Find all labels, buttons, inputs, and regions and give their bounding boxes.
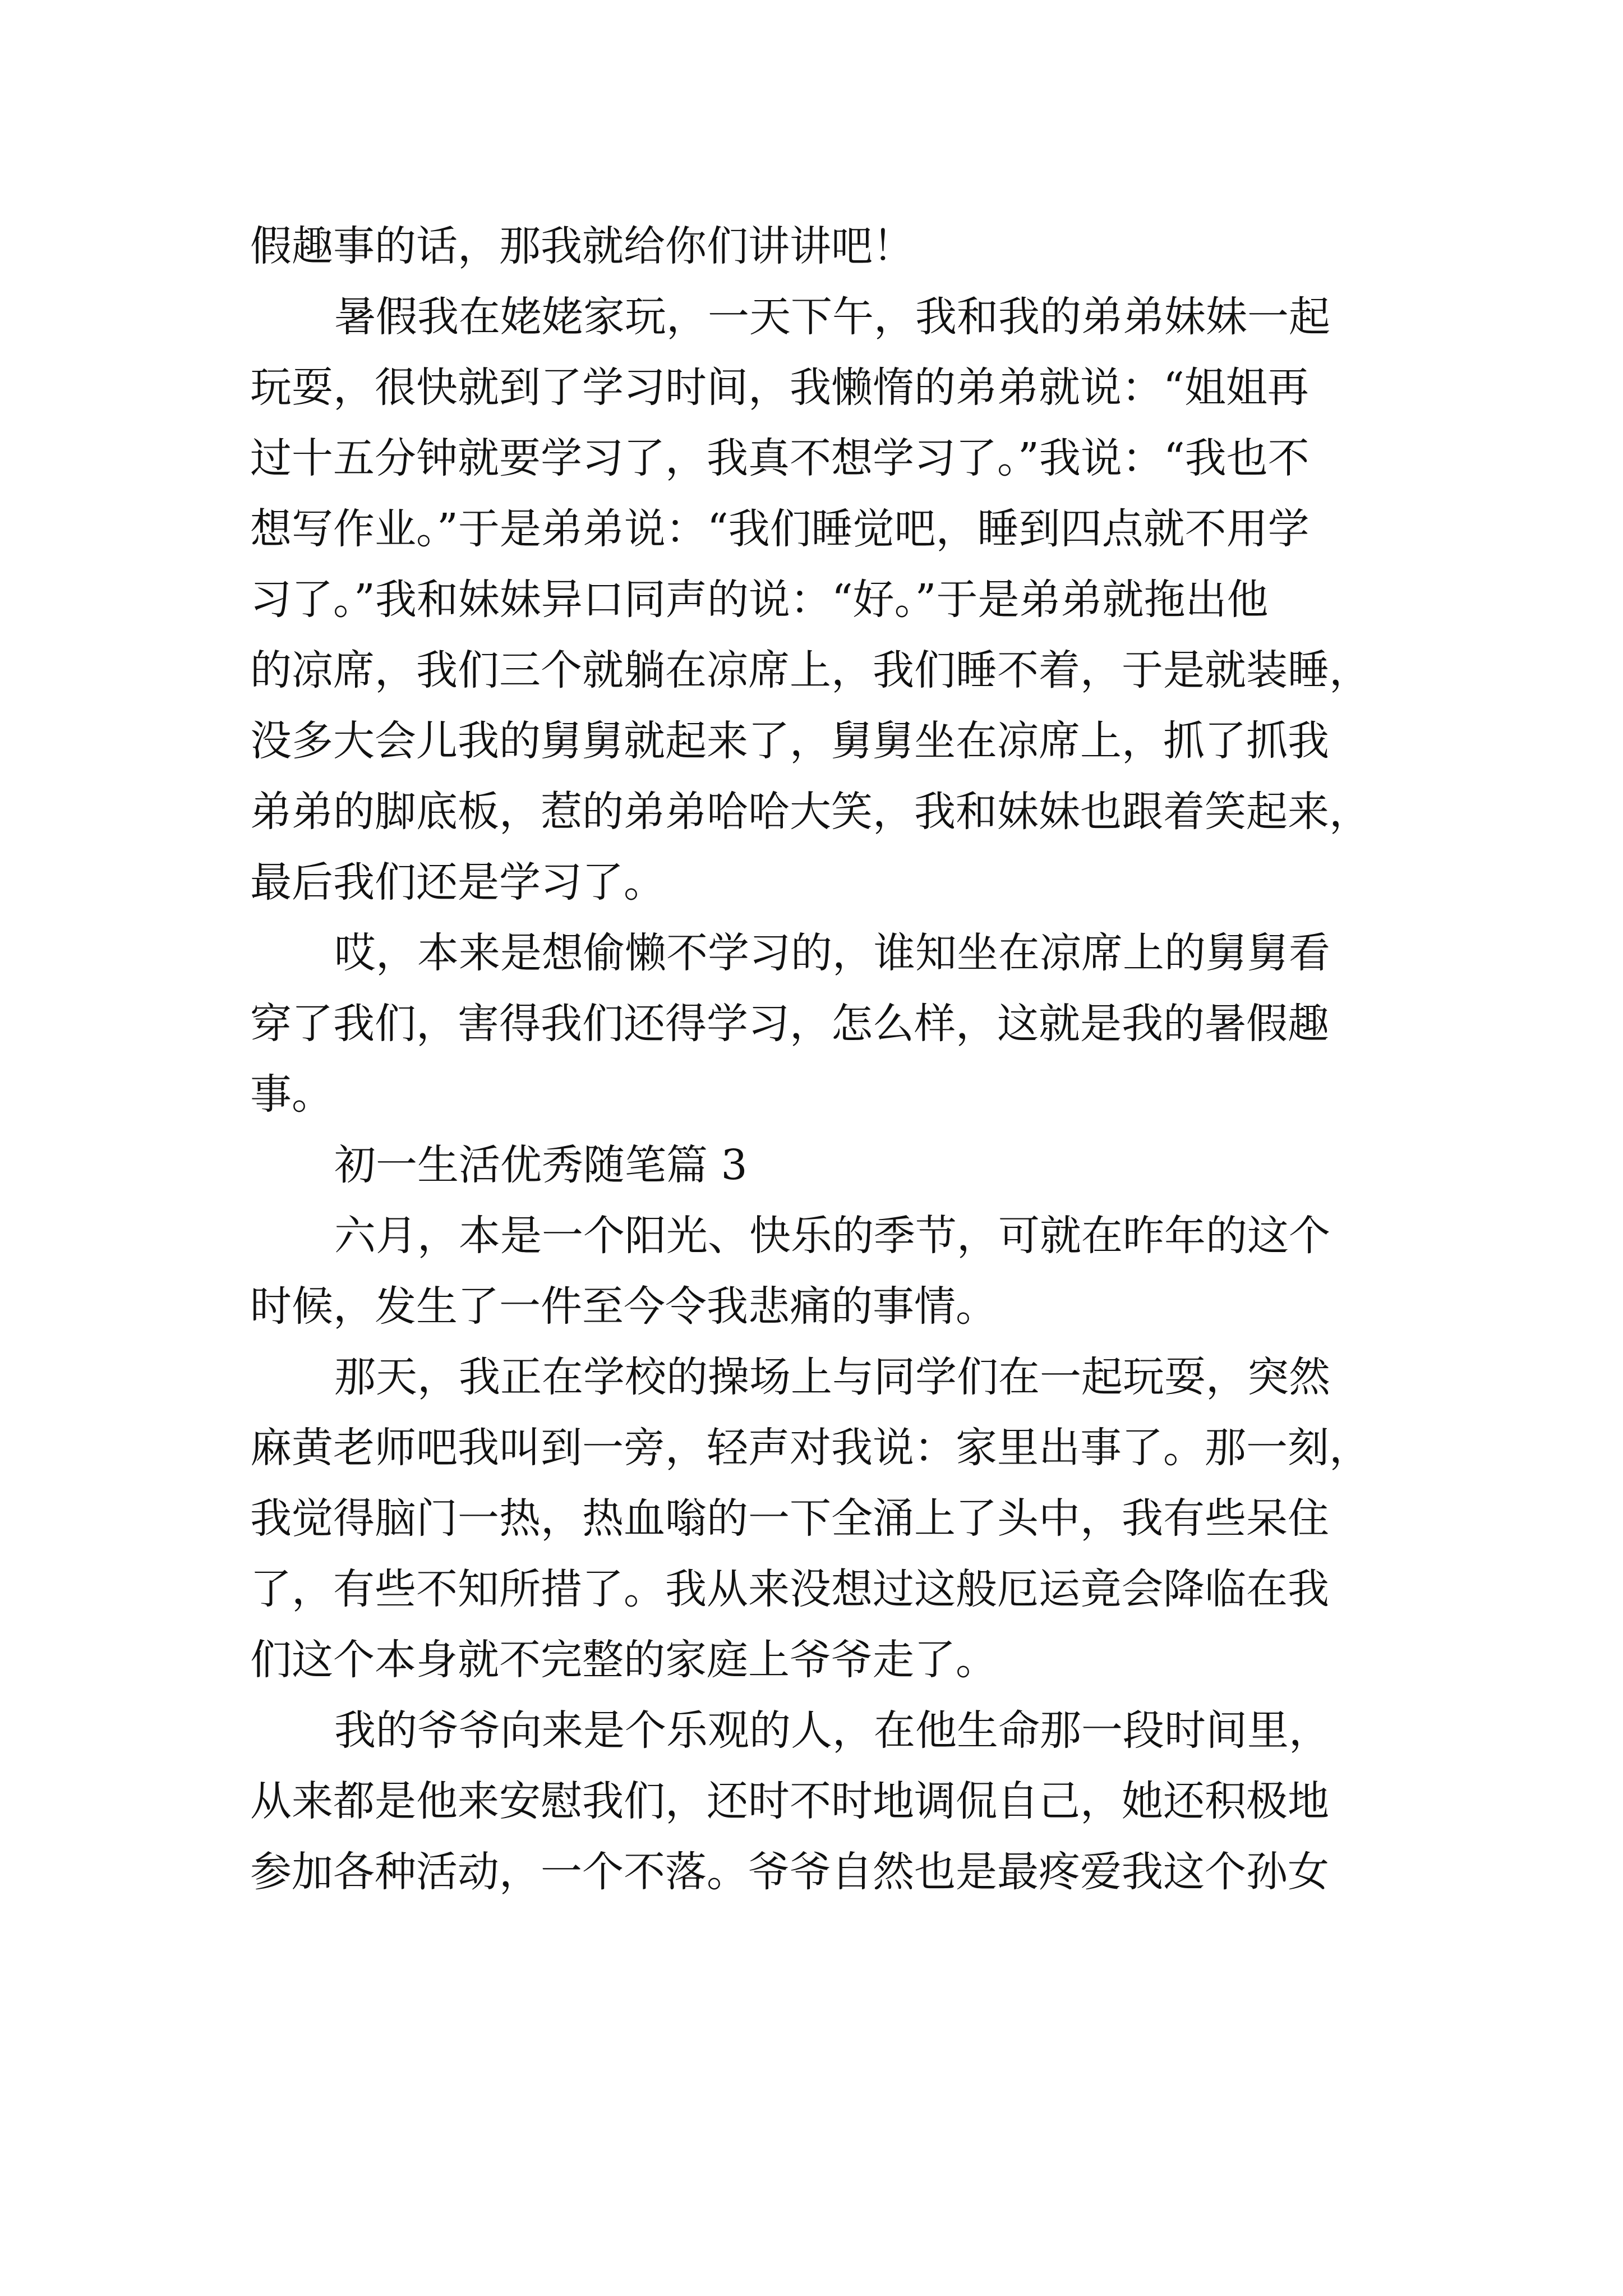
paragraph-start-line: 那天，我正在学校的操场上与同学们在一起玩耍，突然 — [334, 1353, 1330, 1401]
text-line: 时候，发生了一件至今令我悲痛的事情。 — [250, 1282, 997, 1331]
text-line: 事。 — [250, 1070, 333, 1119]
text-line: 没多大会儿我的舅舅就起来了，舅舅坐在凉席上，抓了抓我 — [250, 717, 1329, 765]
text-line: 假趣事的话，那我就给你们讲讲吧！ — [250, 222, 914, 270]
section-heading: 初一生活优秀随笔篇 3 — [334, 1141, 748, 1189]
text-line: 麻黄老师吧我叫到一旁，轻声对我说：家里出事了。那一刻， — [250, 1424, 1371, 1472]
paragraph-start-line: 哎，本来是想偷懒不学习的，谁知坐在凉席上的舅舅看 — [334, 929, 1330, 977]
text-line: 了，有些不知所措了。我从来没想过这般厄运竟会降临在我 — [250, 1565, 1329, 1613]
text-line: 过十五分钟就要学习了，我真不想学习了。”我说：“我也不 — [250, 434, 1310, 482]
text-line: 们这个本身就不完整的家庭上爷爷走了。 — [250, 1636, 997, 1684]
text-line: 习了。”我和妹妹异口同声的说：“好。”于是弟弟就拖出他 — [250, 576, 1269, 624]
text-line: 弟弟的脚底板，惹的弟弟哈哈大笑，我和妹妹也跟着笑起来， — [250, 788, 1371, 836]
text-line: 的凉席，我们三个就躺在凉席上，我们睡不着，于是就装睡， — [250, 646, 1371, 694]
text-line: 最后我们还是学习了。 — [250, 858, 665, 907]
paragraph-start-line: 六月，本是一个阳光、快乐的季节，可就在昨年的这个 — [334, 1212, 1330, 1260]
text-line: 我觉得脑门一热，热血嗡的一下全涌上了头中，我有些呆住 — [250, 1494, 1329, 1543]
text-line: 玩耍，很快就到了学习时间，我懒惰的弟弟就说：“姐姐再 — [250, 364, 1309, 412]
document-page — [250, 211, 1389, 1907]
text-line: 从来都是他来安慰我们，还时不时地调侃自己，她还积极地 — [250, 1777, 1329, 1825]
text-line: 参加各种活动，一个不落。爷爷自然也是最疼爱我这个孙女 — [250, 1848, 1329, 1896]
text-line: 穿了我们，害得我们还得学习，怎么样，这就是我的暑假趣 — [250, 1000, 1329, 1048]
paragraph-start-line: 我的爷爷向来是个乐观的人，在他生命那一段时间里， — [334, 1706, 1330, 1755]
paragraph-start-line: 暑假我在姥姥家玩，一天下午，我和我的弟弟妹妹一起 — [334, 293, 1330, 341]
text-line: 想写作业。”于是弟弟说：“我们睡觉吧，睡到四点就不用学 — [250, 505, 1310, 553]
